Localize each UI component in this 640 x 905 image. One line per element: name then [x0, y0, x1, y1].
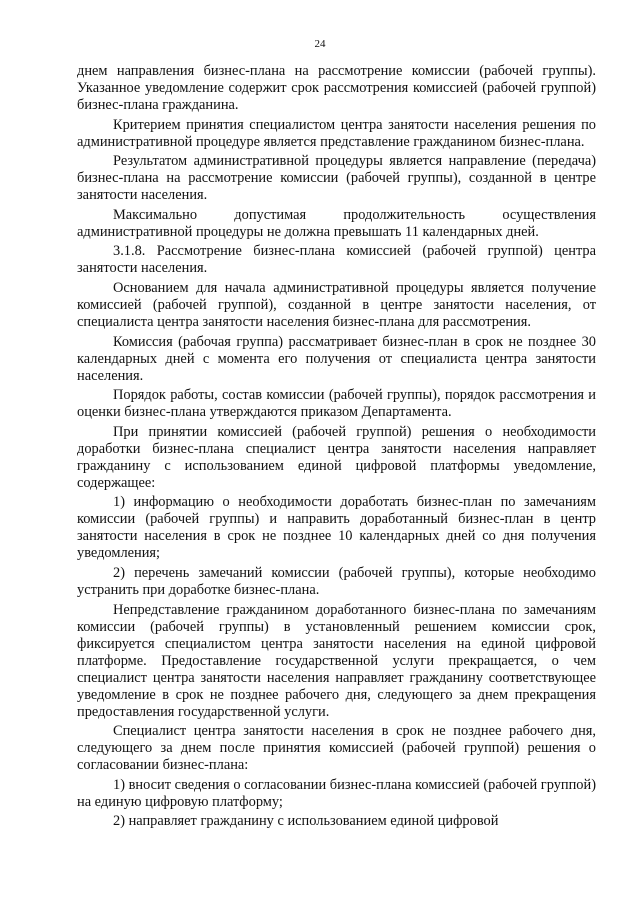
paragraph: Комиссия (рабочая группа) рассматривает бизнес-план в срок не позднее 30 календарных дней с момента его получения от специалиста центра занятости населения.	[77, 333, 596, 384]
paragraph: днем направления бизнес-плана на рассмотрение комиссии (рабочей группы). Указанное уведомление содержит срок рассмотрения комиссией (рабочей группой) бизнес-плана гражданина.	[77, 63, 596, 113]
list-item: 1) информацию о необходимости доработать бизнес-план по замечаниям комиссии (рабочей группы) и направить доработанный бизнес-план в центр занятости населения в срок не позднее 10 календарных дней со дня получения уведомления;	[77, 494, 596, 562]
paragraph: Максимально допустимая продолжительность осуществления административной процедуры не должна превышать 11 календарных дней.	[77, 206, 596, 240]
paragraph: Результатом административной процедуры является направление (передача) бизнес-плана на рассмотрение комиссии (рабочей группы), созданной в центре занятости населения.	[77, 153, 596, 204]
paragraph: При принятии комиссией (рабочей группой) решения о необходимости доработки бизнес-плана специалист центра занятости населения направляет гражданину с использованием единой цифровой платформы уведомление, содержащее:	[77, 423, 596, 491]
document-body	[77, 63, 596, 850]
list-item: 1) вносит сведения о согласовании бизнес-плана комиссией (рабочей группой) на единую цифровую платформу;	[77, 776, 596, 810]
paragraph: Порядок работы, состав комиссии (рабочей группы), порядок рассмотрения и оценки бизнес-плана утверждаются приказом Департамента.	[77, 387, 596, 421]
paragraph: Критерием принятия специалистом центра занятости населения решения по административной процедуре является представление гражданином бизнес-плана.	[77, 116, 596, 150]
list-item: 2) направляет гражданину с использованием единой цифровой	[113, 813, 499, 830]
page-number: 24	[314, 38, 326, 50]
section-heading: 3.1.8. Рассмотрение бизнес-плана комиссией (рабочей группой) центра занятости населения.	[77, 243, 596, 277]
paragraph: Специалист центра занятости населения в срок не позднее рабочего дня, следующего за днем после принятия комиссией (рабочей группой) решения о согласовании бизнес-плана:	[77, 723, 596, 774]
paragraph: Непредставление гражданином доработанного бизнес-плана по замечаниям комиссии (рабочей группы) в установленный решением комиссии срок, фиксируется специалистом центра занятости населения на единой цифровой платформе. Предоставление государственной услуги прекращается, о чем специалист центра занятости населения направляет гражданину соответствующее уведомление в срок не позднее рабочего дня, следующего за днем прекращения предоставления государственной услуги.	[77, 601, 596, 720]
list-item: 2) перечень замечаний комиссии (рабочей группы), которые необходимо устранить при доработке бизнес-плана.	[77, 564, 596, 598]
paragraph: Основанием для начала административной процедуры является получение комиссией (рабочей группой), созданной в центре занятости населения, от специалиста центра занятости населения бизнес-плана для рассмотрения.	[77, 279, 596, 330]
